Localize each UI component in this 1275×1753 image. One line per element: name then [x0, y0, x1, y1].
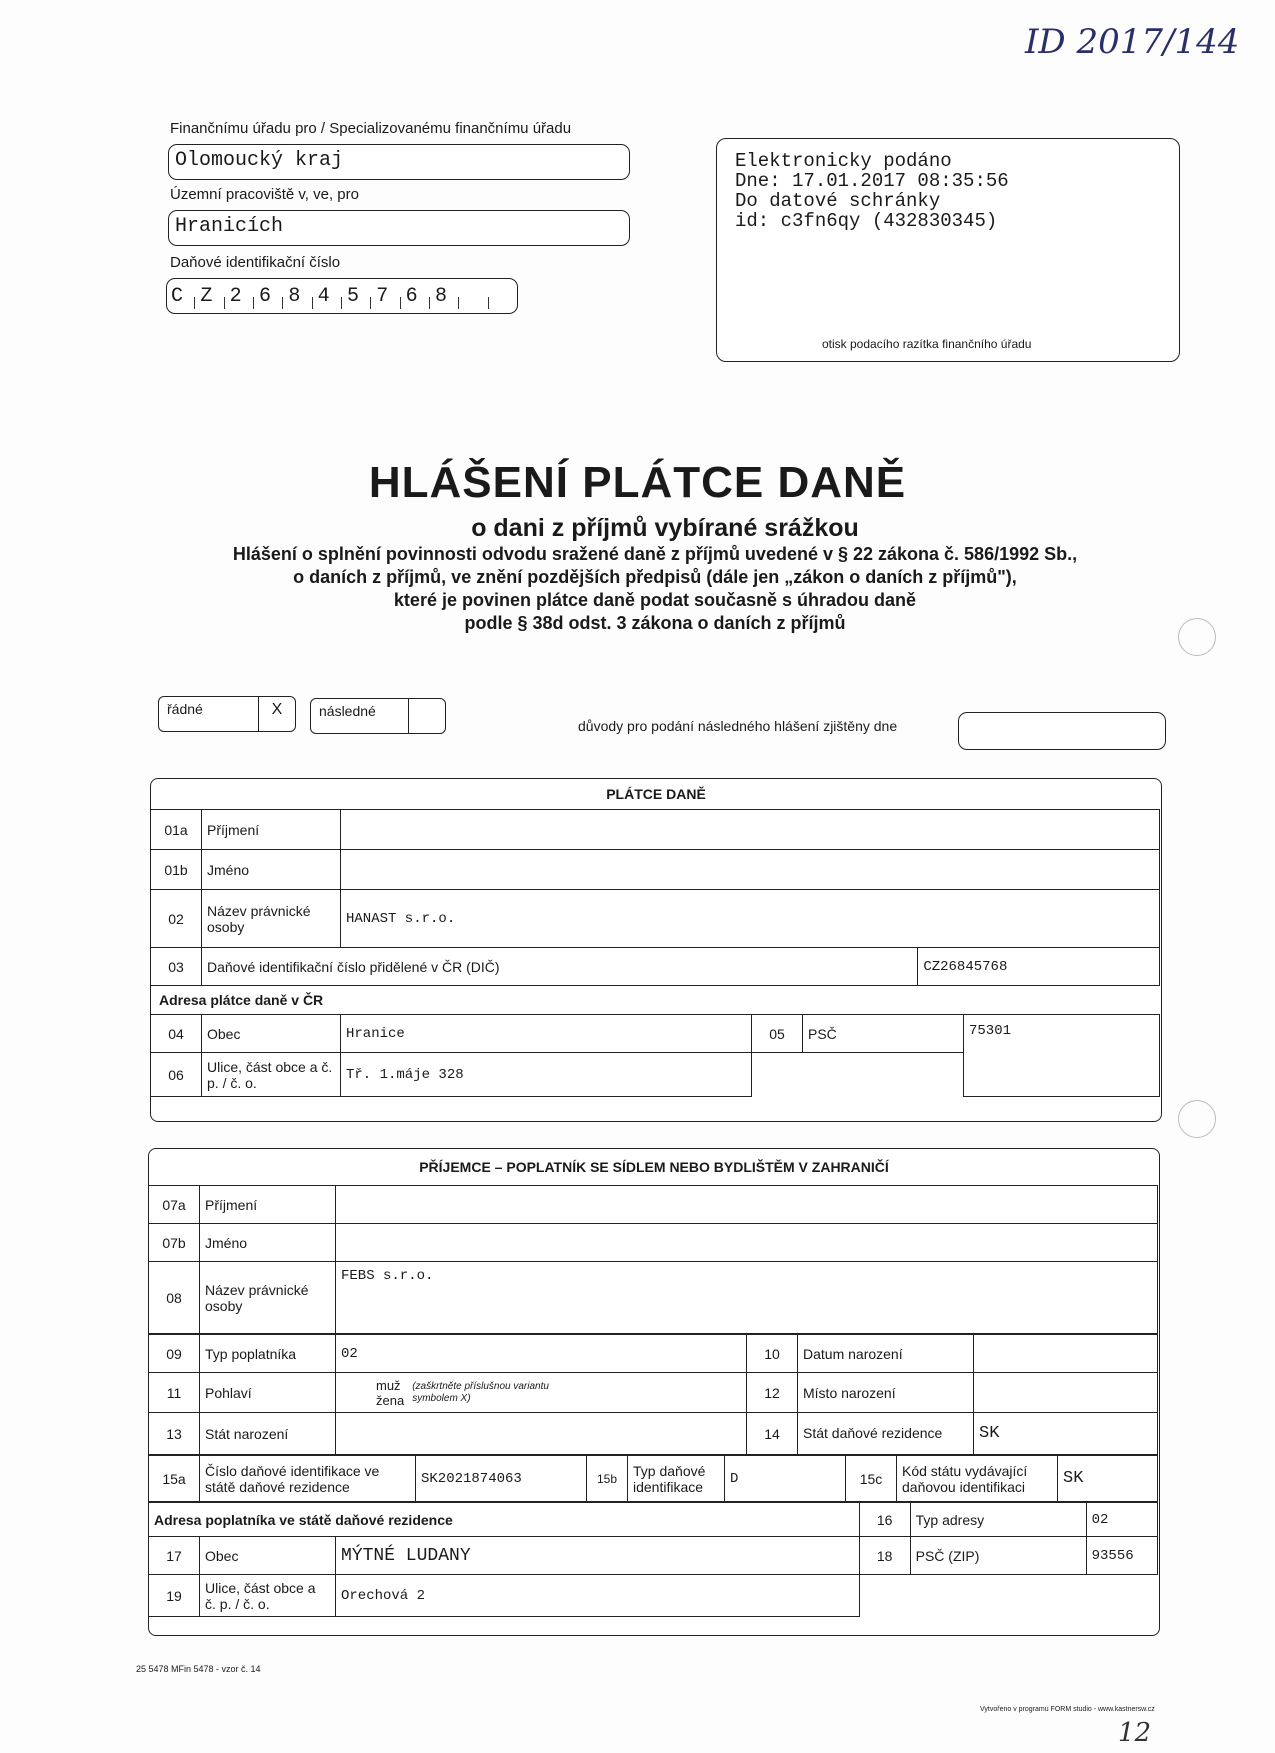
row-number: 19: [149, 1575, 200, 1617]
row-number: 02: [151, 890, 202, 948]
recipient-address-type-label: Typ adresy: [910, 1503, 1086, 1537]
payer-company-field[interactable]: HANAST s.r.o.: [341, 890, 1160, 948]
payer-first-name-label: Jméno: [202, 850, 341, 890]
recipient-tax-id-field[interactable]: SK2021874063: [416, 1456, 587, 1502]
row-number: 08: [149, 1262, 200, 1334]
form-subtitle: o dani z příjmů vybírané srážkou: [471, 514, 859, 542]
dic-char: Z: [200, 284, 213, 308]
stamp-line: Do datové schránky: [735, 190, 941, 212]
dic-label: Daňové identifikační číslo: [170, 254, 341, 271]
stamp-line: Dne: 17.01.2017 08:35:56: [735, 170, 1009, 192]
branch-label: Územní pracoviště v, ve, pro: [170, 186, 359, 203]
gender-female-option[interactable]: žena: [376, 1392, 405, 1408]
dic-char: 2: [229, 284, 242, 308]
recipient-zip-label: PSČ (ZIP): [910, 1537, 1086, 1575]
recipient-street-label: Ulice, část obce a č. p. / č. o.: [200, 1575, 336, 1617]
form-description-line: které je povinen plátce daně podat současně s úhradou daně: [393, 590, 917, 610]
payer-company-label: Název právnické osoby: [202, 890, 341, 948]
row-number: 18: [859, 1537, 910, 1575]
punch-hole: [1178, 1100, 1216, 1138]
recipient-first-name-label: Jméno: [200, 1224, 336, 1262]
regular-filing-label: řádné: [167, 701, 203, 717]
filing-stamp-box: [716, 138, 1180, 362]
page-number: 12: [1118, 1718, 1152, 1748]
row-number: 15c: [846, 1456, 897, 1502]
stamp-line: Elektronicky podáno: [735, 150, 952, 172]
recipient-address-heading: Adresa poplatníka ve státě daňové rezidence: [149, 1503, 860, 1537]
payer-first-name-field[interactable]: [341, 850, 1160, 890]
dic-field[interactable]: [166, 278, 518, 314]
recipient-tax-country-label: Stát daňové rezidence: [798, 1413, 974, 1455]
recipient-type-field[interactable]: 02: [336, 1335, 747, 1373]
row-number: 01b: [151, 850, 202, 890]
recipient-birthplace-label: Místo narození: [798, 1373, 974, 1413]
form-description-line: Hlášení o splnění povinnosti odvodu sražené daně z příjmů uvedené v § 22 zákona č. 586/1992 Sb.,: [232, 544, 1078, 564]
form-description-line: podle § 38d odst. 3 zákona o daních z příjmů: [464, 613, 846, 633]
form-description-line: o daních z příjmů, ve znění pozdějších předpisů (dále jen „zákon o daních z příjmů"),: [293, 567, 1017, 587]
recipient-address-type-field[interactable]: 02: [1086, 1503, 1157, 1537]
recipient-birthplace-field[interactable]: [974, 1373, 1158, 1413]
row-number: 06: [151, 1053, 202, 1097]
row-number: 15b: [587, 1456, 628, 1502]
row-number: 14: [747, 1413, 798, 1455]
row-number: 15a: [149, 1456, 200, 1502]
regular-filing-checkbox[interactable]: [158, 696, 296, 732]
recipient-birth-date-field[interactable]: [974, 1335, 1158, 1373]
reasons-date-field[interactable]: [958, 712, 1166, 750]
recipient-tax-id-label: Číslo daňové identifikace ve státě daňové rezidence: [200, 1456, 416, 1502]
row-number: 03: [151, 948, 202, 986]
handwritten-note: ID 2017/144: [1025, 22, 1240, 62]
stamp-caption: otisk podacího razítka finančního úřadu: [822, 337, 1032, 351]
row-number: 12: [747, 1373, 798, 1413]
dic-char: C: [171, 284, 184, 308]
recipient-issuer-field[interactable]: SK: [1058, 1456, 1158, 1502]
recipient-zip-field[interactable]: 93556: [1086, 1537, 1157, 1575]
row-number: 01a: [151, 810, 202, 850]
software-credit: Vytvořeno v programu FORM studio - www.kastnersw.cz: [980, 1706, 1155, 1713]
recipient-section: [148, 1148, 1160, 1636]
recipient-tax-country-field[interactable]: SK: [974, 1413, 1158, 1455]
subsequent-filing-checkbox[interactable]: [310, 698, 446, 734]
row-number: 07a: [149, 1186, 200, 1224]
stamp-line: id: c3fn6qy (432830345): [735, 210, 998, 232]
payer-section-title: PLÁTCE DANĚ: [606, 786, 706, 802]
payer-dic-field[interactable]: CZ26845768: [918, 948, 1160, 986]
payer-street-label: Ulice, část obce a č. p. / č. o.: [202, 1053, 341, 1097]
row-number: 05: [752, 1015, 803, 1053]
payer-address-heading: Adresa plátce daně v ČR: [159, 992, 324, 1008]
recipient-birth-country-field[interactable]: [336, 1413, 747, 1455]
recipient-first-name-field[interactable]: [336, 1224, 1158, 1262]
recipient-tax-id-type-field[interactable]: D: [725, 1456, 846, 1502]
row-number: 10: [747, 1335, 798, 1373]
office-value: Olomoucký kraj: [175, 149, 344, 172]
row-number: 04: [151, 1015, 202, 1053]
payer-section: [150, 778, 1162, 1122]
dic-char: 6: [258, 284, 271, 308]
subsequent-filing-mark: [408, 699, 445, 733]
office-field[interactable]: [168, 144, 630, 180]
recipient-issuer-label: Kód státu vydávající daňovou identifikaci: [897, 1456, 1058, 1502]
punch-hole: [1178, 618, 1216, 656]
payer-street-field[interactable]: Tř. 1.máje 328: [341, 1053, 752, 1097]
payer-city-field[interactable]: Hranice: [341, 1015, 752, 1053]
recipient-company-field[interactable]: FEBS s.r.o.: [336, 1262, 1158, 1334]
dic-char: 8: [288, 284, 301, 308]
dic-char: 4: [317, 284, 330, 308]
dic-char: 8: [434, 284, 447, 308]
recipient-section-title: PŘÍJEMCE – POPLATNÍK SE SÍDLEM NEBO BYDLIŠTĚM V ZAHRANIČÍ: [419, 1159, 889, 1175]
payer-surname-label: Příjmení: [202, 810, 341, 850]
recipient-birth-country-label: Stát narození: [200, 1413, 336, 1455]
branch-value: Hranicích: [175, 215, 284, 238]
recipient-street-field[interactable]: Orechová 2: [336, 1575, 860, 1617]
gender-male-option[interactable]: muž: [376, 1377, 401, 1393]
row-number: 17: [149, 1537, 200, 1575]
recipient-type-label: Typ poplatníka: [200, 1335, 336, 1373]
gender-note: (zaškrtněte příslušnou variantu symbolem X): [412, 1380, 549, 1404]
branch-field[interactable]: [168, 210, 630, 246]
recipient-tax-id-type-label: Typ daňové identifikace: [628, 1456, 725, 1502]
recipient-gender-label: Pohlaví: [200, 1373, 336, 1413]
recipient-birth-date-label: Datum narození: [798, 1335, 974, 1373]
recipient-gender-field[interactable]: [336, 1373, 747, 1413]
row-number: 16: [859, 1503, 910, 1537]
recipient-city-field[interactable]: MÝTNÉ LUDANY: [336, 1537, 860, 1575]
dic-char: 7: [376, 284, 389, 308]
row-number: 13: [149, 1413, 200, 1455]
regular-filing-mark: X: [258, 697, 295, 731]
recipient-surname-field[interactable]: [336, 1186, 1158, 1224]
form-code: 25 5478 MFin 5478 - vzor č. 14: [136, 1664, 261, 1674]
payer-psc-field[interactable]: 75301: [964, 1015, 1160, 1097]
payer-dic-label: Daňové identifikační číslo přidělené v ČR (DIČ): [202, 948, 918, 986]
recipient-city-label: Obec: [200, 1537, 336, 1575]
payer-surname-field[interactable]: [341, 810, 1160, 850]
recipient-surname-label: Příjmení: [200, 1186, 336, 1224]
dic-char: 5: [346, 284, 359, 308]
subsequent-filing-label: následné: [319, 703, 376, 719]
row-number: 09: [149, 1335, 200, 1373]
payer-city-label: Obec: [202, 1015, 341, 1053]
dic-char: 6: [405, 284, 418, 308]
row-number: 07b: [149, 1224, 200, 1262]
payer-psc-label: PSČ: [803, 1015, 964, 1053]
row-number: 11: [149, 1373, 200, 1413]
recipient-company-label: Název právnické osoby: [200, 1262, 336, 1334]
form-title: HLÁŠENÍ PLÁTCE DANĚ: [368, 458, 907, 507]
office-label: Finančnímu úřadu pro / Specializovanému finančnímu úřadu: [170, 120, 572, 137]
reasons-label: důvody pro podání následného hlášení zjištěny dne: [578, 718, 898, 734]
